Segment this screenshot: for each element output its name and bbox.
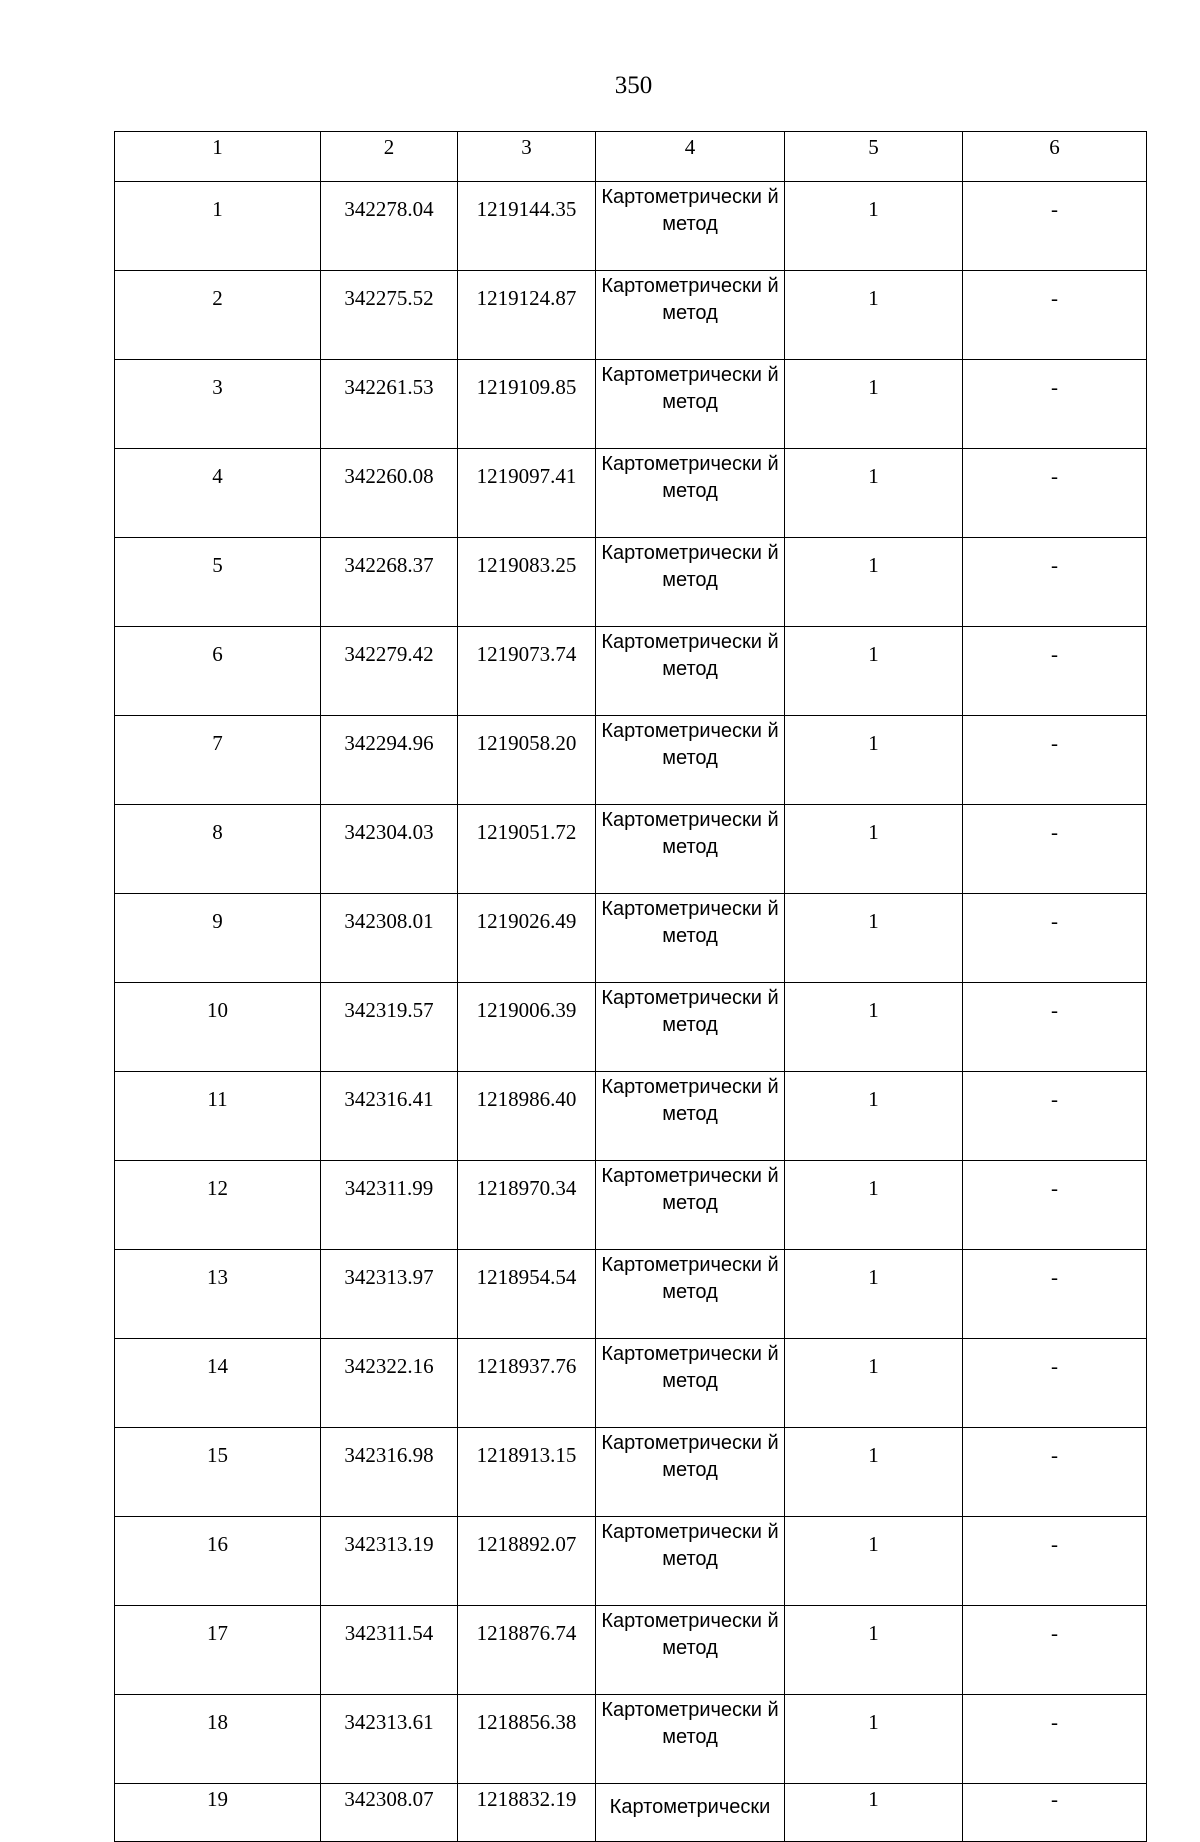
y-coordinate-cell: 1219058.20 [458,716,596,805]
note-cell: - [963,627,1147,716]
table-row [115,1072,1147,1161]
accuracy-cell: 1 [785,894,963,983]
accuracy-cell: 1 [785,1072,963,1161]
accuracy-cell: 1 [785,1695,963,1784]
table-row [115,271,1147,360]
point-number-cell: 15 [115,1428,321,1517]
table-row [115,894,1147,983]
table-row [115,1428,1147,1517]
header-cell: 5 [785,132,963,182]
note-cell: - [963,983,1147,1072]
x-coordinate-cell: 342313.97 [321,1250,458,1339]
y-coordinate-cell: 1218986.40 [458,1072,596,1161]
header-cell: 6 [963,132,1147,182]
x-coordinate-cell: 342311.99 [321,1161,458,1250]
point-number-cell: 14 [115,1339,321,1428]
point-number-cell: 19 [115,1784,321,1842]
x-coordinate-cell: 342278.04 [321,182,458,271]
method-cell: Картометрически й метод [596,1517,785,1606]
x-coordinate-cell: 342308.01 [321,894,458,983]
table-row [115,1784,1147,1842]
accuracy-cell: 1 [785,360,963,449]
table-row [115,449,1147,538]
note-cell: - [963,1784,1147,1842]
point-number-cell: 3 [115,360,321,449]
table-row [115,1339,1147,1428]
accuracy-cell: 1 [785,1339,963,1428]
note-cell: - [963,805,1147,894]
note-cell: - [963,1072,1147,1161]
y-coordinate-cell: 1219051.72 [458,805,596,894]
point-number-cell: 5 [115,538,321,627]
x-coordinate-cell: 342268.37 [321,538,458,627]
table-row [115,627,1147,716]
method-cell: Картометрически [596,1784,785,1842]
point-number-cell: 16 [115,1517,321,1606]
point-number-cell: 17 [115,1606,321,1695]
method-cell: Картометрически й метод [596,983,785,1072]
method-cell: Картометрически й метод [596,1072,785,1161]
note-cell: - [963,1517,1147,1606]
header-cell: 4 [596,132,785,182]
header-row [115,132,1147,182]
y-coordinate-cell: 1218892.07 [458,1517,596,1606]
note-cell: - [963,1606,1147,1695]
method-cell: Картометрически й метод [596,360,785,449]
accuracy-cell: 1 [785,1428,963,1517]
method-cell: Картометрически й метод [596,449,785,538]
method-cell: Картометрически й метод [596,1606,785,1695]
x-coordinate-cell: 342313.19 [321,1517,458,1606]
point-number-cell: 4 [115,449,321,538]
method-cell: Картометрически й метод [596,805,785,894]
table-row [115,1161,1147,1250]
point-number-cell: 18 [115,1695,321,1784]
accuracy-cell: 1 [785,805,963,894]
y-coordinate-cell: 1219073.74 [458,627,596,716]
accuracy-cell: 1 [785,627,963,716]
accuracy-cell: 1 [785,182,963,271]
table-row [115,1517,1147,1606]
y-coordinate-cell: 1219026.49 [458,894,596,983]
x-coordinate-cell: 342275.52 [321,271,458,360]
point-number-cell: 12 [115,1161,321,1250]
table-row [115,360,1147,449]
accuracy-cell: 1 [785,1250,963,1339]
x-coordinate-cell: 342261.53 [321,360,458,449]
y-coordinate-cell: 1218913.15 [458,1428,596,1517]
y-coordinate-cell: 1219083.25 [458,538,596,627]
x-coordinate-cell: 342319.57 [321,983,458,1072]
accuracy-cell: 1 [785,449,963,538]
note-cell: - [963,1339,1147,1428]
method-cell: Картометрически й метод [596,538,785,627]
method-cell: Картометрически й метод [596,716,785,805]
note-cell: - [963,1250,1147,1339]
note-cell: - [963,271,1147,360]
note-cell: - [963,1161,1147,1250]
table-row [115,1695,1147,1784]
x-coordinate-cell: 342316.41 [321,1072,458,1161]
table-row [115,1250,1147,1339]
method-cell: Картометрически й метод [596,1428,785,1517]
x-coordinate-cell: 342313.61 [321,1695,458,1784]
method-cell: Картометрически й метод [596,894,785,983]
method-cell: Картометрически й метод [596,627,785,716]
y-coordinate-cell: 1219006.39 [458,983,596,1072]
y-coordinate-cell: 1218937.76 [458,1339,596,1428]
y-coordinate-cell: 1219124.87 [458,271,596,360]
y-coordinate-cell: 1218856.38 [458,1695,596,1784]
y-coordinate-cell: 1218954.54 [458,1250,596,1339]
header-cell: 2 [321,132,458,182]
x-coordinate-cell: 342316.98 [321,1428,458,1517]
note-cell: - [963,538,1147,627]
point-number-cell: 13 [115,1250,321,1339]
point-number-cell: 6 [115,627,321,716]
x-coordinate-cell: 342308.07 [321,1784,458,1842]
note-cell: - [963,449,1147,538]
method-cell: Картометрически й метод [596,182,785,271]
table-row [115,1606,1147,1695]
accuracy-cell: 1 [785,1784,963,1842]
note-cell: - [963,1428,1147,1517]
y-coordinate-cell: 1219097.41 [458,449,596,538]
method-cell: Картометрически й метод [596,271,785,360]
x-coordinate-cell: 342294.96 [321,716,458,805]
note-cell: - [963,1695,1147,1784]
y-coordinate-cell: 1218970.34 [458,1161,596,1250]
page-number: 350 [614,72,653,99]
accuracy-cell: 1 [785,538,963,627]
header-cell: 1 [115,132,321,182]
table-row [115,983,1147,1072]
point-number-cell: 10 [115,983,321,1072]
table-row [115,716,1147,805]
y-coordinate-cell: 1219109.85 [458,360,596,449]
point-number-cell: 1 [115,182,321,271]
accuracy-cell: 1 [785,1517,963,1606]
note-cell: - [963,182,1147,271]
point-number-cell: 2 [115,271,321,360]
note-cell: - [963,716,1147,805]
y-coordinate-cell: 1219144.35 [458,182,596,271]
point-number-cell: 8 [115,805,321,894]
x-coordinate-cell: 342304.03 [321,805,458,894]
table-row [115,538,1147,627]
y-coordinate-cell: 1218876.74 [458,1606,596,1695]
x-coordinate-cell: 342311.54 [321,1606,458,1695]
x-coordinate-cell: 342260.08 [321,449,458,538]
point-number-cell: 9 [115,894,321,983]
x-coordinate-cell: 342279.42 [321,627,458,716]
accuracy-cell: 1 [785,983,963,1072]
table-row [115,182,1147,271]
point-number-cell: 7 [115,716,321,805]
method-cell: Картометрически й метод [596,1695,785,1784]
x-coordinate-cell: 342322.16 [321,1339,458,1428]
method-cell: Картометрически й метод [596,1161,785,1250]
note-cell: - [963,360,1147,449]
coordinates-table [114,131,1147,1842]
method-cell: Картометрически й метод [596,1250,785,1339]
table-row [115,805,1147,894]
accuracy-cell: 1 [785,716,963,805]
accuracy-cell: 1 [785,1606,963,1695]
header-cell: 3 [458,132,596,182]
point-number-cell: 11 [115,1072,321,1161]
y-coordinate-cell: 1218832.19 [458,1784,596,1842]
method-cell: Картометрически й метод [596,1339,785,1428]
accuracy-cell: 1 [785,1161,963,1250]
note-cell: - [963,894,1147,983]
accuracy-cell: 1 [785,271,963,360]
